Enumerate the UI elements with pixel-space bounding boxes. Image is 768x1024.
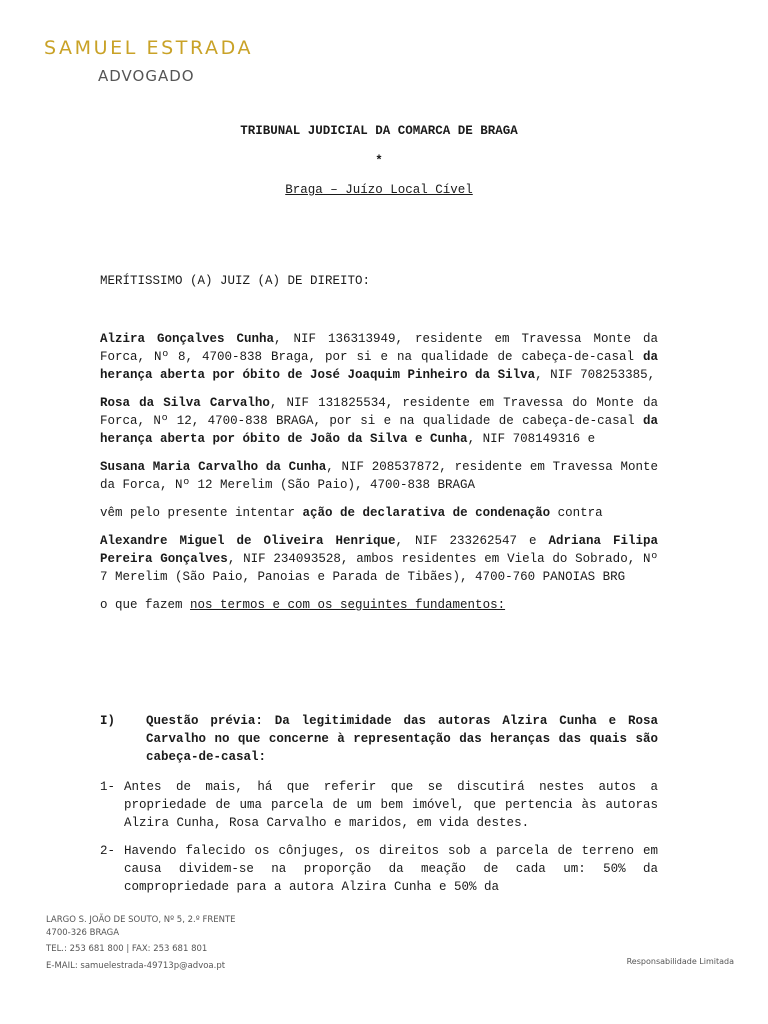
section-1-title: Questão prévia: Da legitimidade das autoras Alzira Cunha e Rosa Carvalho no que concerne à representação das heranças das quais são cabeça-de-casal:	[146, 714, 658, 764]
party-2-name: Rosa da Silva Carvalho	[100, 396, 270, 410]
court-subtitle-wrap	[100, 181, 658, 199]
party-2-text: , NIF 131825534, residente em Travessa do Monte da Forca, Nº 12, 4700-838 BRAGA, por si e na qualidade de cabeça-de-casal	[100, 396, 659, 428]
section-content	[100, 712, 658, 906]
party-1-text: , NIF 136313949, residente em Travessa Monte da Forca, Nº 8, 4700-838 Braga, por si e na qualidade de cabeça-de-casal	[100, 332, 659, 364]
action-text-1: vêm pelo presente intentar	[100, 506, 303, 520]
item-2-number: 2-	[100, 844, 116, 858]
party-1	[100, 330, 658, 384]
action-text-2: contra	[550, 506, 603, 520]
party-1-estate: da herança aberta por óbito de José Joaquim Pinheiro da Silva	[100, 350, 658, 382]
action-type: ação de declarativa de condenação	[302, 506, 551, 520]
item-1-text: Antes de mais, há que referir que se discutirá nestes autos a propriedade de uma parcela de um bem imóvel, que pertencia às autoras Alzira Cunha, Rosa Carvalho e maridos, em vida destes.	[124, 780, 658, 830]
firm-role: ADVOGADO	[98, 67, 195, 85]
party-2-estate: da herança aberta por óbito de João da Silva e Cunha	[100, 414, 658, 446]
footer-address-2: 4700-326 BRAGA	[46, 927, 120, 938]
defendants	[100, 532, 658, 586]
item-1-number: 1-	[100, 780, 116, 794]
defendant-1-name: Alexandre Miguel de Oliveira Henrique	[100, 534, 396, 548]
party-1-nif: , NIF 708253385,	[535, 368, 656, 382]
court-separator: *	[375, 154, 383, 168]
section-1-number: I)	[100, 714, 116, 728]
grounds-underlined: nos termos e com os seguintes fundamentos:	[190, 598, 506, 612]
court-subtitle: Braga – Juízo Local Cível	[285, 183, 473, 197]
list-item	[100, 778, 658, 832]
party-2	[100, 394, 658, 448]
grounds-text: o que fazem	[100, 598, 191, 612]
footer-contact	[46, 914, 236, 972]
footer-phone: TEL.: 253 681 800 | FAX: 253 681 801	[46, 944, 208, 954]
party-2-nif: , NIF 708149316 e	[467, 432, 596, 446]
salutation: MERÍTISSIMO (A) JUIZ (A) DE DIREITO:	[100, 274, 371, 288]
footer-email: E-MAIL: samuelestrada-49713p@advoa.pt	[46, 960, 226, 971]
firm-name: SAMUEL ESTRADA	[44, 37, 254, 59]
defendant-2-text: , NIF 234093528, ambos residentes em Viela do Sobrado, Nº 7 Merelim (São Paio, Panoias e Parada de Tibães), 4700-760 PANOIAS BRG	[100, 552, 658, 584]
defendant-1-text: , NIF 233262547 e	[395, 534, 549, 548]
party-1-name: Alzira Gonçalves Cunha	[100, 332, 275, 346]
document-body	[100, 330, 658, 624]
defendant-2-name: Adriana Filipa Pereira Gonçalves	[100, 534, 658, 566]
court-title: TRIBUNAL JUDICIAL DA COMARCA DE BRAGA	[240, 124, 518, 138]
footer-address-1: LARGO S. JOÃO DE SOUTO, Nº 5, 2.º FRENTE	[46, 915, 236, 925]
list-item	[100, 842, 658, 896]
item-2-text: Havendo falecido os cônjuges, os direitos sob a parcela de terreno em causa dividem-se na proporção da meação de cada um: 50% da compropriedade para a autora Alzira Cunha e 50% da	[124, 844, 658, 894]
footer-liability: Responsabilidade Limitada	[626, 957, 734, 966]
party-3-name: Susana Maria Carvalho da Cunha	[100, 460, 327, 474]
grounds-statement	[100, 596, 658, 614]
firm-logo	[44, 36, 253, 86]
party-3	[100, 458, 658, 494]
party-3-text: , NIF 208537872, residente em Travessa Monte da Forca, Nº 12 Merelim (São Paio), 4700-838 BRAGA	[100, 460, 658, 492]
action-statement	[100, 504, 658, 522]
section-1-heading	[100, 712, 658, 766]
